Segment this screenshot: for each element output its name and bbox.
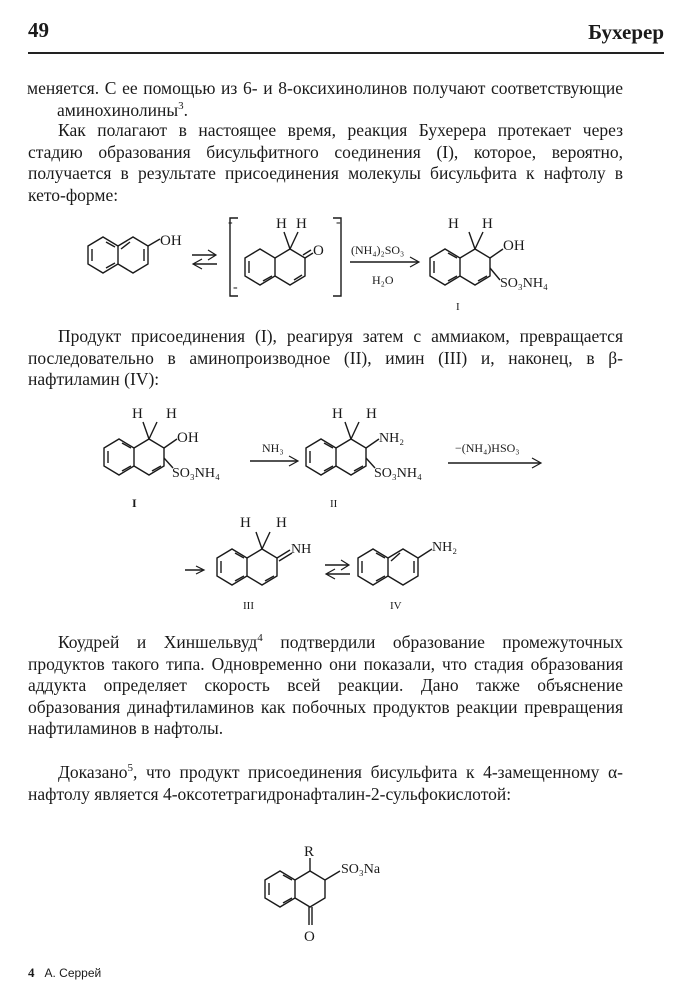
- svg-text:H: H: [366, 406, 377, 422]
- svg-text:H: H: [332, 406, 343, 422]
- sulfonate-structure: [265, 844, 381, 945]
- reagent-ammonium-bisulfite: −(NH₄)HSO₃: [455, 441, 520, 455]
- reference-5: 5: [127, 762, 133, 775]
- paragraph-5-lead: Доказано: [58, 762, 128, 782]
- svg-text:H: H: [166, 406, 177, 422]
- reagent-nh3: NH₃: [262, 441, 284, 455]
- running-title: Бухерер: [588, 20, 664, 44]
- product-i-label: I: [456, 301, 460, 313]
- paragraph-5-text: , что продукт присоединения бисульфита к 4-замещенному α-нафтолу является 4-оксотетрагидронафталин-2-сульфокислотой:: [28, 762, 623, 804]
- reagent-ammonium-sulfite: (NH₄)₂SO₃: [351, 243, 405, 257]
- product-i-oh: OH: [503, 238, 525, 254]
- paragraph-1-text: меняется. С ее помощью из 6- и 8-оксихинолинов получают соответствующие аминохинолины: [27, 78, 623, 120]
- reagent-water: H₂O: [372, 273, 394, 287]
- footnote: [28, 965, 101, 981]
- paragraph-3-text: Продукт присоединения (I), реагируя затем с аммиаком, превращается последовательно в аминопроизводное (II), имин (III) и, наконец, в β-нафтиламин (IV):: [28, 326, 623, 390]
- footnote-author: А. Серрей: [44, 966, 102, 980]
- svg-text:H: H: [276, 515, 287, 531]
- compound-iv-amine: NH₂: [432, 540, 458, 555]
- product-i-sulfonate: SO₃NH₄: [500, 276, 548, 291]
- ketone-oxygen: O: [304, 929, 315, 945]
- compound-ii-amine: NH₂: [379, 431, 405, 446]
- paragraph-4-lead: Коудрей и Хиншельвуд: [58, 632, 258, 652]
- svg-text:OH: OH: [177, 430, 199, 446]
- svg-text:SO₃NH₄: SO₃NH₄: [172, 466, 220, 481]
- paragraph-1-end: .: [183, 99, 188, 120]
- svg-text:H: H: [448, 216, 459, 232]
- substituent-r: R: [304, 844, 315, 860]
- compound-iv-label: IV: [390, 600, 402, 612]
- compound-iii-label: III: [243, 600, 254, 612]
- svg-text:H: H: [240, 515, 251, 531]
- reference-3: 3: [178, 99, 184, 112]
- naphthol-oh: OH: [160, 233, 182, 249]
- svg-text:SO₃NH₄: SO₃NH₄: [374, 466, 422, 481]
- svg-text:-: -: [336, 215, 341, 230]
- page-number: 49: [28, 18, 49, 42]
- svg-text:H: H: [132, 406, 143, 422]
- paragraph-4-text: подтвердили образование промежуточных продуктов такого типа. Одновременно они показали, что стадия образования аддукта определяет скорость всей реакции. Дано также объяснение образования динафтиламинов как побочных продуктов реакции превращения нафтиламинов в нафтолы.: [28, 632, 623, 739]
- svg-text:-: -: [233, 280, 238, 295]
- sodium-sulfonate: SO₃Na: [341, 862, 381, 877]
- svg-text:H: H: [296, 216, 307, 232]
- compound-i-label: I: [132, 496, 137, 510]
- footnote-mark: 4: [28, 965, 35, 980]
- compound-ii-label: II: [330, 498, 338, 510]
- paragraph-2-text: Как полагают в настоящее время, реакция Бухерера протекает через стадию образования бисульфитного соединения (I), которое, вероятно, получается в результате присоединения молекулы бисульфита к нафтолу в кето-форме:: [28, 120, 623, 205]
- svg-text:-: -: [228, 215, 233, 230]
- compound-iii-imine: NH: [291, 542, 312, 557]
- svg-text:H: H: [482, 216, 493, 232]
- reference-4: 4: [257, 632, 263, 645]
- svg-text:H: H: [276, 216, 287, 232]
- keto-oxygen: O: [313, 243, 324, 259]
